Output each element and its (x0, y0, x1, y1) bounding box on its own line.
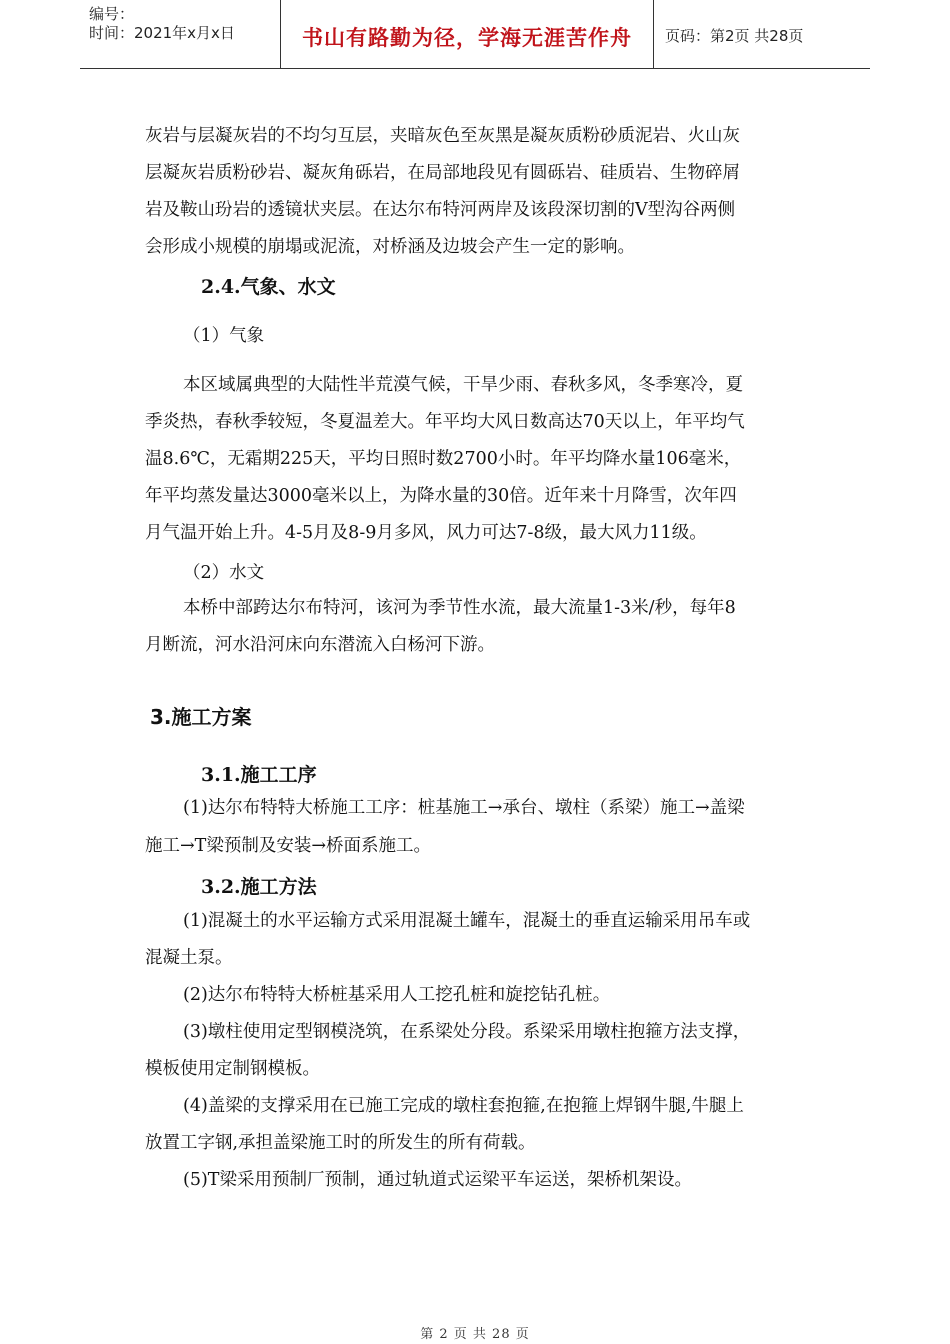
paragraph-line: 年平均蒸发量达3000毫米以上，为降水量的30倍。近年来十月降雪，次年四 (145, 486, 737, 506)
paragraph-line: 本桥中部跨达尔布特河，该河为季节性水流，最大流量1-3米/秒，每年8 (183, 598, 736, 618)
paragraph-line: (3)墩柱使用定型钢模浇筑，在系梁处分段。系梁采用墩柱抱箍方法支撑， (183, 1022, 751, 1042)
paragraph-line: 月断流，河水沿河床向东潜流入白杨河下游。 (145, 635, 495, 655)
paragraph-line: 放置工字钢,承担盖梁施工时的所发生的所有荷载。 (145, 1133, 536, 1153)
paragraph-line: 岩及鞍山玢岩的透镜状夹层。在达尔布特河两岸及该段深切割的V型沟谷两侧 (145, 200, 736, 220)
section-heading-3: 3.施工方案 (150, 705, 252, 729)
header-page-info: 页码：第2页 共28页 (665, 27, 804, 45)
paragraph-line: 月气温开始上升。4-5月及8-9月多风，风力可达7-8级，最大风力11级。 (145, 523, 707, 543)
paragraph-line: 施工→T梁预制及安装→桥面系施工。 (145, 836, 431, 856)
paragraph-line: (2)达尔布特特大桥桩基采用人工挖孔桩和旋挖钻孔桩。 (183, 985, 611, 1005)
paragraph-line: (1)混凝土的水平运输方式采用混凝土罐车，混凝土的垂直运输采用吊车或 (183, 911, 751, 931)
page-header (80, 0, 870, 69)
section-heading-2-4: 2.4.气象、水文 (201, 276, 336, 298)
paragraph-line: 层凝灰岩质粉砂岩、凝灰角砾岩，在局部地段见有圆砾岩、硅质岩、生物碎屑 (145, 163, 740, 183)
header-meta-cell (80, 0, 281, 68)
section-heading-3-2: 3.2.施工方法 (201, 876, 317, 898)
paragraph-line: 本区域属典型的大陆性半荒漠气候，干旱少雨、春秋多风，冬季寒冷，夏 (183, 375, 743, 395)
header-motto-cell (281, 0, 654, 68)
paragraph-line: (1)达尔布特特大桥施工工序：桩基施工→承台、墩柱（系梁）施工→盖梁 (183, 798, 745, 818)
section-heading-3-1: 3.1.施工工序 (201, 764, 317, 786)
document-number-label: 编号： (89, 5, 135, 23)
paragraph-line: 会形成小规模的崩塌或泥流，对桥涵及边坡会产生一定的影响。 (145, 237, 635, 257)
paragraph-line: 季炎热，春秋季较短，冬夏温差大。年平均大风日数高达70天以上，年平均气 (145, 412, 745, 432)
paragraph-line: 灰岩与层凝灰岩的不均匀互层，夹暗灰色至灰黑是凝灰质粉砂质泥岩、火山灰 (145, 126, 740, 146)
header-page-cell (655, 0, 870, 68)
header-motto: 书山有路勤为径，学海无涯苦作舟 (302, 26, 632, 50)
page-footer: 第 2 页 共 28 页 (420, 1327, 530, 1342)
paragraph-line: 模板使用定制钢模板。 (145, 1059, 320, 1079)
paragraph-line: (4)盖梁的支撑采用在已施工完成的墩柱套抱箍,在抱箍上焊钢牛腿,牛腿上 (183, 1096, 744, 1116)
paragraph-line: (5)T梁采用预制厂预制，通过轨道式运梁平车运送，架桥机架设。 (183, 1170, 692, 1190)
subheading-weather: （1）气象 (183, 326, 265, 346)
paragraph-line: 混凝土泵。 (145, 948, 233, 968)
document-date-label: 时间：2021年x月x日 (89, 24, 235, 42)
subheading-hydrology: （2）水文 (183, 563, 265, 583)
paragraph-line: 温8.6℃，无霜期225天，平均日照时数2700小时。年平均降水量106毫米， (145, 449, 742, 469)
